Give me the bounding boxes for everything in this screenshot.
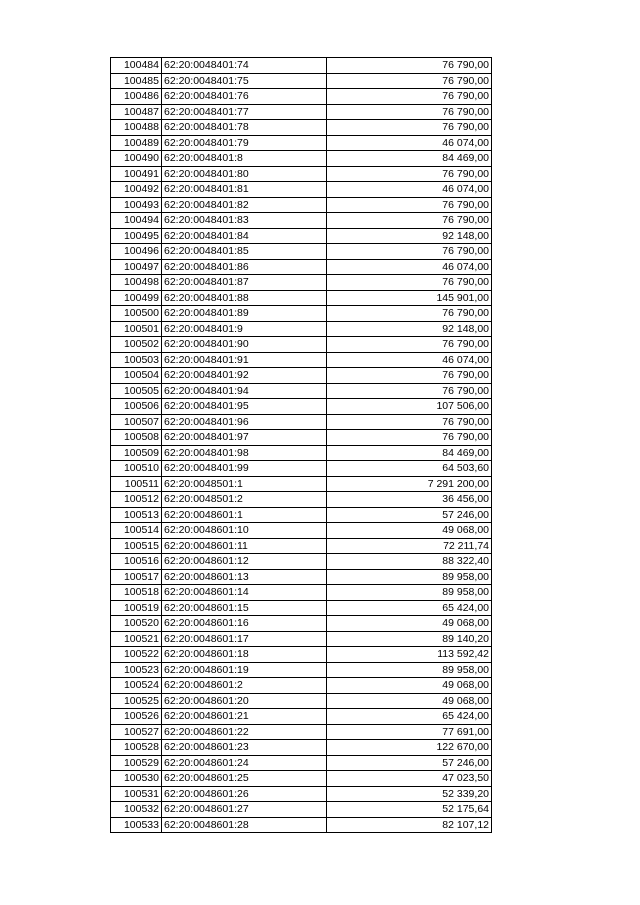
value-cell: 76 790,00 (327, 368, 492, 384)
table-row (111, 476, 492, 492)
table-row (111, 151, 492, 167)
table-row (111, 135, 492, 151)
value-cell: 122 670,00 (327, 740, 492, 756)
table-row (111, 678, 492, 694)
table-row (111, 414, 492, 430)
table-row (111, 120, 492, 136)
value-cell: 52 339,20 (327, 786, 492, 802)
value-cell: 47 023,50 (327, 771, 492, 787)
cadastral-number-cell: 62:20:0048601:27 (162, 802, 327, 818)
table-row (111, 430, 492, 446)
row-id-cell: 100498 (111, 275, 162, 291)
cadastral-number-cell: 62:20:0048401:92 (162, 368, 327, 384)
cadastral-number-cell: 62:20:0048601:12 (162, 554, 327, 570)
value-cell: 76 790,00 (327, 430, 492, 446)
cadastral-number-cell: 62:20:0048601:22 (162, 724, 327, 740)
cadastral-number-cell: 62:20:0048601:2 (162, 678, 327, 694)
value-cell: 88 322,40 (327, 554, 492, 570)
cadastral-number-cell: 62:20:0048401:9 (162, 321, 327, 337)
row-id-cell: 100526 (111, 709, 162, 725)
value-cell: 76 790,00 (327, 414, 492, 430)
value-cell: 46 074,00 (327, 259, 492, 275)
cadastral-number-cell: 62:20:0048401:83 (162, 213, 327, 229)
cadastral-number-cell: 62:20:0048601:25 (162, 771, 327, 787)
row-id-cell: 100501 (111, 321, 162, 337)
table-row (111, 755, 492, 771)
cadastral-number-cell: 62:20:0048401:94 (162, 383, 327, 399)
cadastral-number-cell: 62:20:0048401:98 (162, 445, 327, 461)
value-cell: 64 503,60 (327, 461, 492, 477)
row-id-cell: 100487 (111, 104, 162, 120)
table-row (111, 631, 492, 647)
cadastral-number-cell: 62:20:0048601:26 (162, 786, 327, 802)
table-row (111, 461, 492, 477)
row-id-cell: 100503 (111, 352, 162, 368)
row-id-cell: 100516 (111, 554, 162, 570)
row-id-cell: 100532 (111, 802, 162, 818)
row-id-cell: 100490 (111, 151, 162, 167)
table-row (111, 802, 492, 818)
table-row (111, 693, 492, 709)
row-id-cell: 100522 (111, 647, 162, 663)
table-row (111, 228, 492, 244)
cadastral-number-cell: 62:20:0048601:13 (162, 569, 327, 585)
row-id-cell: 100511 (111, 476, 162, 492)
value-cell: 76 790,00 (327, 58, 492, 74)
value-cell: 76 790,00 (327, 383, 492, 399)
value-cell: 76 790,00 (327, 120, 492, 136)
cadastral-number-cell: 62:20:0048601:20 (162, 693, 327, 709)
value-cell: 76 790,00 (327, 166, 492, 182)
row-id-cell: 100521 (111, 631, 162, 647)
cadastral-number-cell: 62:20:0048401:80 (162, 166, 327, 182)
row-id-cell: 100533 (111, 817, 162, 833)
row-id-cell: 100507 (111, 414, 162, 430)
table-row (111, 383, 492, 399)
row-id-cell: 100492 (111, 182, 162, 198)
cadastral-number-cell: 62:20:0048401:91 (162, 352, 327, 368)
table-row (111, 306, 492, 322)
cadastral-number-cell: 62:20:0048601:16 (162, 616, 327, 632)
value-cell: 76 790,00 (327, 306, 492, 322)
row-id-cell: 100530 (111, 771, 162, 787)
row-id-cell: 100529 (111, 755, 162, 771)
cadastral-number-cell: 62:20:0048401:85 (162, 244, 327, 260)
value-cell: 89 958,00 (327, 569, 492, 585)
cadastral-number-cell: 62:20:0048601:17 (162, 631, 327, 647)
cadastral-number-cell: 62:20:0048401:86 (162, 259, 327, 275)
cadastral-number-cell: 62:20:0048601:1 (162, 507, 327, 523)
value-cell: 89 958,00 (327, 585, 492, 601)
row-id-cell: 100485 (111, 73, 162, 89)
table-row (111, 352, 492, 368)
cadastral-number-cell: 62:20:0048401:81 (162, 182, 327, 198)
value-cell: 57 246,00 (327, 755, 492, 771)
value-cell: 72 211,74 (327, 538, 492, 554)
cadastral-number-cell: 62:20:0048401:74 (162, 58, 327, 74)
table-row (111, 523, 492, 539)
row-id-cell: 100509 (111, 445, 162, 461)
table-row (111, 786, 492, 802)
value-cell: 76 790,00 (327, 197, 492, 213)
cadastral-number-cell: 62:20:0048401:8 (162, 151, 327, 167)
cadastral-number-cell: 62:20:0048601:15 (162, 600, 327, 616)
table-row (111, 445, 492, 461)
value-cell: 89 958,00 (327, 662, 492, 678)
cadastral-number-cell: 62:20:0048401:76 (162, 89, 327, 105)
spreadsheet-page (110, 57, 492, 833)
cadastral-number-cell: 62:20:0048601:24 (162, 755, 327, 771)
row-id-cell: 100504 (111, 368, 162, 384)
table-row (111, 259, 492, 275)
table-row (111, 538, 492, 554)
cadastral-number-cell: 62:20:0048401:79 (162, 135, 327, 151)
value-cell: 107 506,00 (327, 399, 492, 415)
cadastral-number-cell: 62:20:0048401:99 (162, 461, 327, 477)
table-row (111, 104, 492, 120)
table-row (111, 600, 492, 616)
row-id-cell: 100524 (111, 678, 162, 694)
row-id-cell: 100508 (111, 430, 162, 446)
table-row (111, 740, 492, 756)
value-cell: 76 790,00 (327, 275, 492, 291)
cadastral-number-cell: 62:20:0048601:21 (162, 709, 327, 725)
cadastral-number-cell: 62:20:0048601:19 (162, 662, 327, 678)
row-id-cell: 100515 (111, 538, 162, 554)
value-cell: 145 901,00 (327, 290, 492, 306)
table-row (111, 569, 492, 585)
value-cell: 76 790,00 (327, 213, 492, 229)
table-row (111, 166, 492, 182)
row-id-cell: 100488 (111, 120, 162, 136)
cadastral-number-cell: 62:20:0048401:88 (162, 290, 327, 306)
cadastral-number-cell: 62:20:0048601:11 (162, 538, 327, 554)
table-row (111, 275, 492, 291)
row-id-cell: 100496 (111, 244, 162, 260)
row-id-cell: 100517 (111, 569, 162, 585)
row-id-cell: 100523 (111, 662, 162, 678)
value-cell: 82 107,12 (327, 817, 492, 833)
table-row (111, 724, 492, 740)
row-id-cell: 100528 (111, 740, 162, 756)
row-id-cell: 100502 (111, 337, 162, 353)
cadastral-number-cell: 62:20:0048401:77 (162, 104, 327, 120)
table-row (111, 554, 492, 570)
row-id-cell: 100506 (111, 399, 162, 415)
row-id-cell: 100525 (111, 693, 162, 709)
value-cell: 76 790,00 (327, 104, 492, 120)
row-id-cell: 100489 (111, 135, 162, 151)
value-cell: 65 424,00 (327, 600, 492, 616)
value-cell: 84 469,00 (327, 151, 492, 167)
value-cell: 76 790,00 (327, 89, 492, 105)
value-cell: 89 140,20 (327, 631, 492, 647)
cadastral-number-cell: 62:20:0048501:1 (162, 476, 327, 492)
value-cell: 49 068,00 (327, 693, 492, 709)
table-row (111, 585, 492, 601)
value-cell: 46 074,00 (327, 135, 492, 151)
row-id-cell: 100494 (111, 213, 162, 229)
cadastral-number-cell: 62:20:0048401:75 (162, 73, 327, 89)
value-cell: 49 068,00 (327, 616, 492, 632)
table-row (111, 197, 492, 213)
row-id-cell: 100518 (111, 585, 162, 601)
value-cell: 76 790,00 (327, 244, 492, 260)
cadastral-number-cell: 62:20:0048401:90 (162, 337, 327, 353)
value-cell: 46 074,00 (327, 352, 492, 368)
data-table (110, 57, 492, 833)
row-id-cell: 100514 (111, 523, 162, 539)
table-body (111, 58, 492, 833)
row-id-cell: 100505 (111, 383, 162, 399)
value-cell: 49 068,00 (327, 678, 492, 694)
row-id-cell: 100513 (111, 507, 162, 523)
cadastral-number-cell: 62:20:0048401:95 (162, 399, 327, 415)
value-cell: 92 148,00 (327, 321, 492, 337)
row-id-cell: 100493 (111, 197, 162, 213)
row-id-cell: 100520 (111, 616, 162, 632)
value-cell: 49 068,00 (327, 523, 492, 539)
cadastral-number-cell: 62:20:0048401:84 (162, 228, 327, 244)
table-row (111, 244, 492, 260)
row-id-cell: 100497 (111, 259, 162, 275)
cadastral-number-cell: 62:20:0048401:96 (162, 414, 327, 430)
value-cell: 77 691,00 (327, 724, 492, 740)
cadastral-number-cell: 62:20:0048601:10 (162, 523, 327, 539)
row-id-cell: 100499 (111, 290, 162, 306)
row-id-cell: 100531 (111, 786, 162, 802)
row-id-cell: 100491 (111, 166, 162, 182)
value-cell: 57 246,00 (327, 507, 492, 523)
table-row (111, 507, 492, 523)
table-row (111, 616, 492, 632)
table-row (111, 182, 492, 198)
value-cell: 65 424,00 (327, 709, 492, 725)
table-row (111, 58, 492, 74)
table-row (111, 73, 492, 89)
value-cell: 7 291 200,00 (327, 476, 492, 492)
cadastral-number-cell: 62:20:0048401:78 (162, 120, 327, 136)
table-row (111, 662, 492, 678)
table-row (111, 647, 492, 663)
value-cell: 46 074,00 (327, 182, 492, 198)
table-row (111, 771, 492, 787)
row-id-cell: 100495 (111, 228, 162, 244)
row-id-cell: 100510 (111, 461, 162, 477)
value-cell: 84 469,00 (327, 445, 492, 461)
table-row (111, 817, 492, 833)
value-cell: 92 148,00 (327, 228, 492, 244)
table-row (111, 399, 492, 415)
table-row (111, 321, 492, 337)
cadastral-number-cell: 62:20:0048401:89 (162, 306, 327, 322)
cadastral-number-cell: 62:20:0048601:23 (162, 740, 327, 756)
table-row (111, 290, 492, 306)
table-row (111, 213, 492, 229)
row-id-cell: 100500 (111, 306, 162, 322)
table-row (111, 368, 492, 384)
cadastral-number-cell: 62:20:0048501:2 (162, 492, 327, 508)
cadastral-number-cell: 62:20:0048601:18 (162, 647, 327, 663)
value-cell: 76 790,00 (327, 73, 492, 89)
cadastral-number-cell: 62:20:0048401:82 (162, 197, 327, 213)
row-id-cell: 100527 (111, 724, 162, 740)
row-id-cell: 100519 (111, 600, 162, 616)
cadastral-number-cell: 62:20:0048401:97 (162, 430, 327, 446)
row-id-cell: 100512 (111, 492, 162, 508)
cadastral-number-cell: 62:20:0048601:28 (162, 817, 327, 833)
value-cell: 36 456,00 (327, 492, 492, 508)
value-cell: 76 790,00 (327, 337, 492, 353)
cadastral-number-cell: 62:20:0048601:14 (162, 585, 327, 601)
table-row (111, 709, 492, 725)
table-row (111, 492, 492, 508)
row-id-cell: 100486 (111, 89, 162, 105)
value-cell: 52 175,64 (327, 802, 492, 818)
value-cell: 113 592,42 (327, 647, 492, 663)
row-id-cell: 100484 (111, 58, 162, 74)
cadastral-number-cell: 62:20:0048401:87 (162, 275, 327, 291)
table-row (111, 337, 492, 353)
table-row (111, 89, 492, 105)
